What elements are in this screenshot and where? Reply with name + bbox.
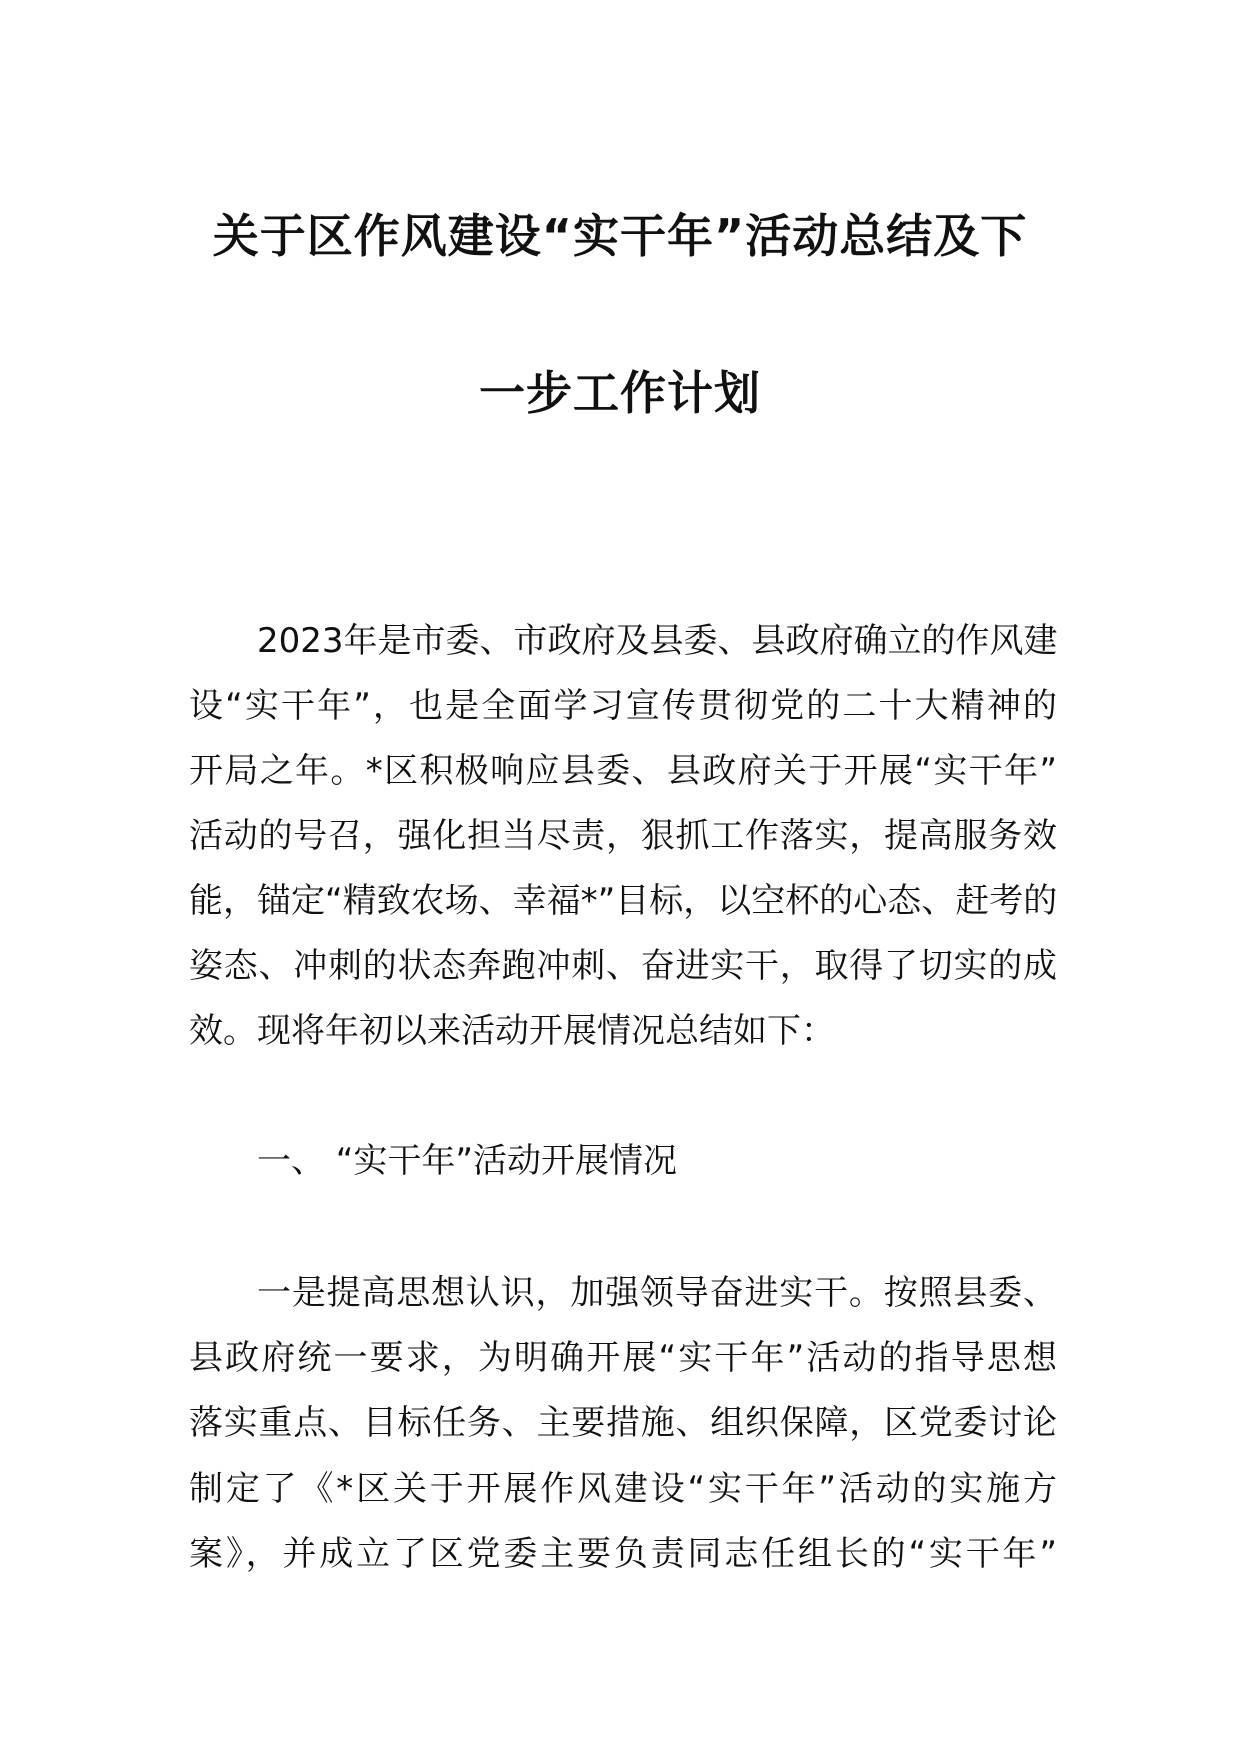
paragraph-line: 姿态、冲刺的状态奔跑冲刺、奋进实干，取得了切实的成 [189,946,1057,986]
paragraph-line: 案》，并成立了区党委主要负责同志任组长的“实干年” [189,1534,1057,1574]
document-title-line-2: 一步工作计划 [479,366,761,420]
paragraph-line: 2023年是市委、市政府及县委、县政府确立的作风建 [257,621,1058,661]
paragraph-line: 效。现将年初以来活动开展情况总结如下： [189,1011,835,1051]
paragraph-line: 县政府统一要求，为明确开展“实干年”活动的指导思想 [189,1338,1057,1378]
paragraph-line: 活动的号召，强化担当尽责，狠抓工作落实，提高服务效 [189,816,1057,856]
document-title-line-1: 关于区作风建设“实干年”活动总结及下 [212,209,1028,263]
paragraph-line: 设“实干年”，也是全面学习宣传贯彻党的二十大精神的 [189,686,1057,726]
paragraph-line: 开局之年。*区积极响应县委、县政府关于开展“实干年” [189,751,1057,791]
paragraph-line: 一是提高思想认识，加强领导奋进实干。按照县委、 [257,1273,1057,1313]
paragraph-line: 落实重点、目标任务、主要措施、组织保障，区党委讨论 [189,1403,1057,1443]
section-heading: 一、 “实干年”活动开展情况 [257,1141,678,1181]
paragraph-line: 能，锚定“精致农场、幸福*”目标，以空杯的心态、赶考的 [189,881,1058,921]
paragraph-line: 制定了《*区关于开展作风建设“实干年”活动的实施方 [189,1469,1057,1509]
